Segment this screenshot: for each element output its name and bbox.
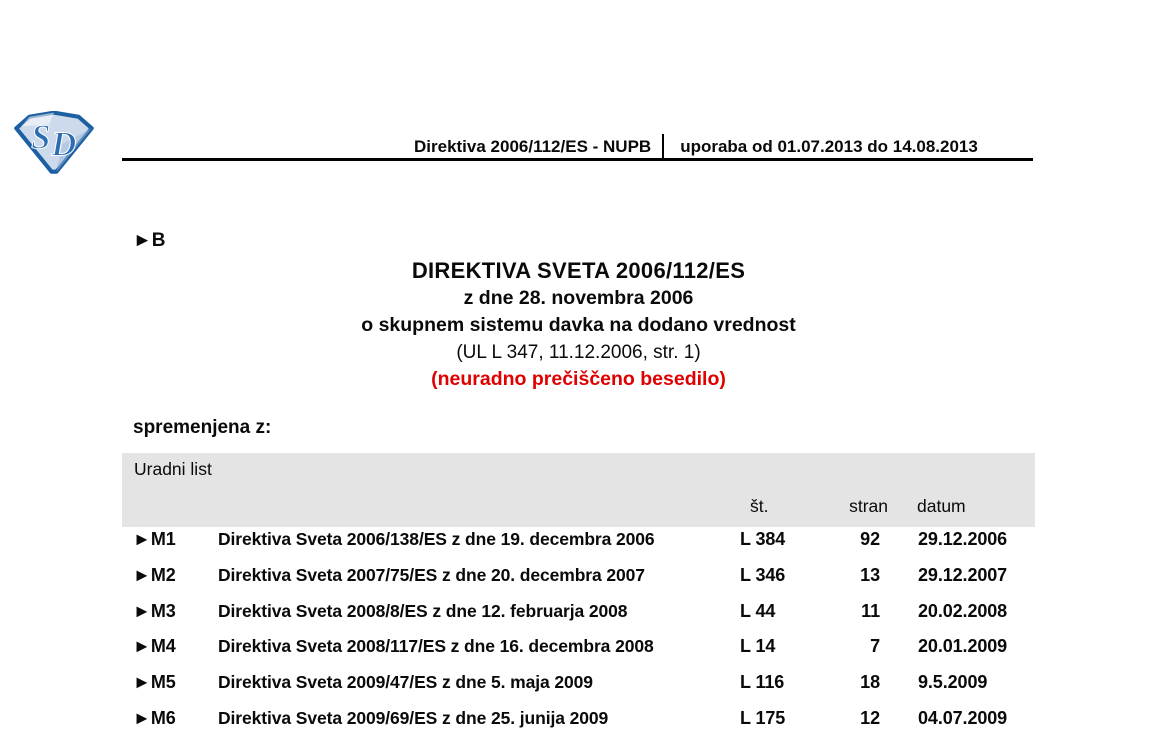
row-description: Direktiva Sveta 2008/8/ES z dne 12. februarja 2008 [218, 601, 628, 621]
column-header-number: št. [750, 496, 769, 516]
row-date: 20.01.2009 [918, 636, 1008, 656]
row-oj-number: L 14 [740, 636, 776, 656]
amendments-table-header [122, 453, 1035, 527]
row-page: 13 [860, 565, 880, 585]
title-reference-line: (UL L 347, 11.12.2006, str. 1) [456, 342, 701, 363]
row-page: 11 [861, 601, 880, 621]
row-oj-number: L 346 [740, 565, 786, 585]
row-date: 29.12.2007 [918, 565, 1008, 585]
row-marker: ►M1 [133, 529, 176, 549]
row-page: 12 [860, 708, 880, 728]
column-header-date: datum [917, 496, 966, 516]
row-description: Direktiva Sveta 2008/117/ES z dne 16. decembra 2008 [218, 636, 654, 656]
header-separator [662, 134, 664, 161]
title-date-line: z dne 28. novembra 2006 [463, 287, 694, 309]
table-row [122, 529, 1035, 551]
row-page: 7 [870, 636, 880, 656]
sd-logo-icon [13, 111, 95, 175]
document-title: DIREKTIVA SVETA 2006/112/ES [411, 258, 746, 283]
row-marker: ►M2 [133, 565, 176, 585]
row-date: 9.5.2009 [918, 672, 988, 692]
row-marker: ►M5 [133, 672, 176, 692]
table-row [122, 672, 1035, 694]
row-description: Direktiva Sveta 2009/69/ES z dne 25. junija 2009 [218, 708, 609, 728]
title-unofficial-note: (neuradno prečiščeno besedilo) [431, 368, 726, 390]
amended-label: spremenjena z: [133, 417, 272, 438]
header-validity-range: uporaba od 01.07.2013 do 14.08.2013 [680, 137, 978, 156]
row-date: 29.12.2006 [918, 529, 1008, 549]
row-description: Direktiva Sveta 2007/75/ES z dne 20. decembra 2007 [218, 565, 645, 585]
marker-b: ►B [133, 230, 166, 251]
row-marker: ►M6 [133, 708, 176, 728]
row-oj-number: L 44 [740, 601, 776, 621]
running-header [414, 134, 978, 160]
official-journal-label: Uradni list [134, 459, 212, 479]
row-oj-number: L 175 [740, 708, 786, 728]
row-marker: ►M3 [133, 601, 176, 621]
row-page: 18 [860, 672, 880, 692]
header-document-id: Direktiva 2006/112/ES - NUPB [414, 137, 652, 156]
svg-text:D: D [51, 125, 77, 164]
table-row [122, 565, 1035, 587]
row-marker: ►M4 [133, 636, 176, 656]
row-oj-number: L 116 [740, 672, 785, 692]
row-date: 04.07.2009 [918, 708, 1008, 728]
row-page: 92 [860, 529, 880, 549]
row-description: Direktiva Sveta 2009/47/ES z dne 5. maja 2009 [218, 672, 593, 692]
row-description: Direktiva Sveta 2006/138/ES z dne 19. decembra 2006 [218, 529, 655, 549]
header-rule [122, 158, 1033, 161]
row-oj-number: L 384 [740, 529, 786, 549]
svg-text:S: S [31, 118, 51, 157]
table-row [122, 636, 1035, 658]
column-header-page: stran [849, 496, 888, 516]
table-row [122, 708, 1035, 730]
title-subject-line: o skupnem sistemu davka na dodano vrednost [361, 314, 796, 336]
table-row [122, 601, 1035, 623]
title-block [122, 256, 1035, 393]
row-date: 20.02.2008 [918, 601, 1008, 621]
